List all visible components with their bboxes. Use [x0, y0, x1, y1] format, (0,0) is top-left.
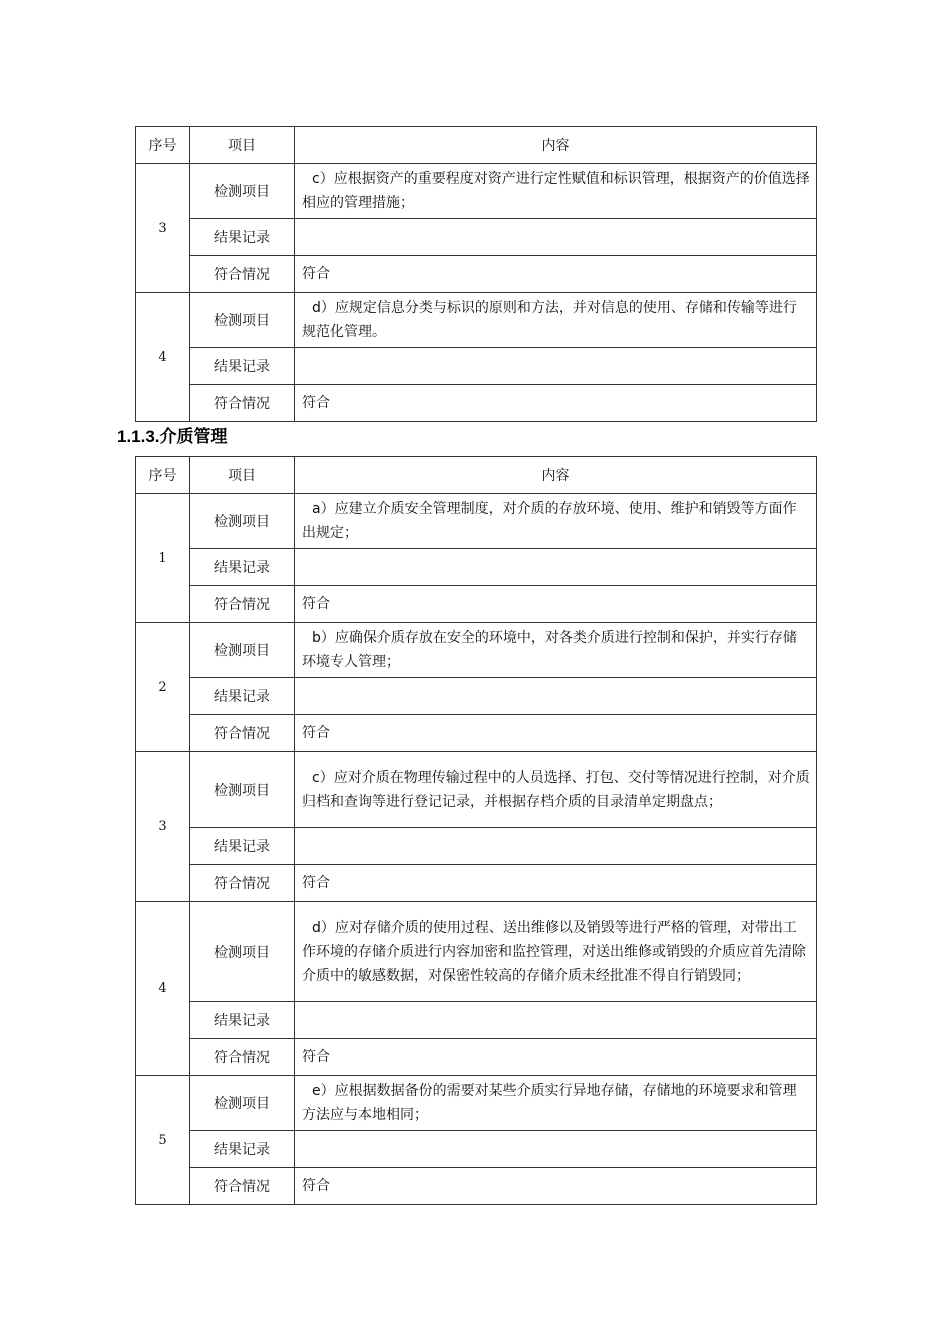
row-label: 符合情况: [190, 256, 295, 293]
row-label: 符合情况: [190, 1039, 295, 1076]
row-label: 结果记录: [190, 549, 295, 586]
seq-number: 5: [136, 1076, 190, 1205]
header-content: 内容: [295, 127, 817, 164]
check-content: c）应对介质在物理传输过程中的人员选择、打包、交付等情况进行控制，对介质归档和查询等进行登记记录，并根据存档介质的目录清单定期盘点；: [295, 752, 817, 828]
seq-number: 4: [136, 293, 190, 422]
row-label: 检测项目: [190, 752, 295, 828]
seq-number: 3: [136, 752, 190, 902]
check-content: d）应规定信息分类与标识的原则和方法，并对信息的使用、存储和传输等进行规范化管理。: [295, 293, 817, 348]
check-content: b）应确保介质存放在安全的环境中，对各类介质进行控制和保护，并实行存储环境专人管理；: [295, 623, 817, 678]
row-label: 结果记录: [190, 1002, 295, 1039]
compliance-status: 符合: [295, 385, 817, 422]
table-row: [136, 623, 817, 678]
header-content: 内容: [295, 457, 817, 494]
compliance-status: 符合: [295, 865, 817, 902]
table-row: [136, 385, 817, 422]
table-row: [136, 494, 817, 549]
table-row: [136, 828, 817, 865]
seq-number: 2: [136, 623, 190, 752]
row-label: 结果记录: [190, 678, 295, 715]
result-record: [295, 219, 817, 256]
result-record: [295, 549, 817, 586]
table-row: [136, 1039, 817, 1076]
row-label: 符合情况: [190, 1168, 295, 1205]
table-row: [136, 1131, 817, 1168]
table-row: [136, 348, 817, 385]
table-row: [136, 1168, 817, 1205]
check-content: a）应建立介质安全管理制度，对介质的存放环境、使用、维护和销毁等方面作出规定；: [295, 494, 817, 549]
table-row: [136, 293, 817, 348]
result-record: [295, 828, 817, 865]
table-header-row: [136, 457, 817, 494]
table-row: [136, 865, 817, 902]
section-heading: 1.1.3.介质管理: [117, 427, 228, 446]
header-seq: 序号: [136, 457, 190, 494]
seq-number: 1: [136, 494, 190, 623]
table-row: [136, 752, 817, 828]
table-header-row: [136, 127, 817, 164]
header-item: 项目: [190, 457, 295, 494]
table-row: [136, 1076, 817, 1131]
result-record: [295, 348, 817, 385]
table-row: [136, 1002, 817, 1039]
table-row: [136, 678, 817, 715]
table-row: [136, 586, 817, 623]
table-row: [136, 902, 817, 1002]
table-row: [136, 549, 817, 586]
seq-number: 3: [136, 164, 190, 293]
row-label: 符合情况: [190, 385, 295, 422]
row-label: 结果记录: [190, 219, 295, 256]
asset-check-table: [135, 126, 817, 422]
compliance-status: 符合: [295, 586, 817, 623]
row-label: 检测项目: [190, 293, 295, 348]
compliance-status: 符合: [295, 1039, 817, 1076]
result-record: [295, 1002, 817, 1039]
table-row: [136, 219, 817, 256]
seq-number: 4: [136, 902, 190, 1076]
row-label: 结果记录: [190, 1131, 295, 1168]
row-label: 检测项目: [190, 494, 295, 549]
row-label: 符合情况: [190, 715, 295, 752]
compliance-status: 符合: [295, 256, 817, 293]
header-seq: 序号: [136, 127, 190, 164]
row-label: 检测项目: [190, 1076, 295, 1131]
table-row: [136, 715, 817, 752]
header-item: 项目: [190, 127, 295, 164]
check-content: e）应根据数据备份的需要对某些介质实行异地存储，存储地的环境要求和管理方法应与本地相同；: [295, 1076, 817, 1131]
result-record: [295, 678, 817, 715]
row-label: 符合情况: [190, 586, 295, 623]
row-label: 检测项目: [190, 902, 295, 1002]
row-label: 符合情况: [190, 865, 295, 902]
row-label: 结果记录: [190, 828, 295, 865]
table-row: [136, 256, 817, 293]
row-label: 结果记录: [190, 348, 295, 385]
media-management-table: [135, 456, 817, 1205]
compliance-status: 符合: [295, 715, 817, 752]
check-content: d）应对存储介质的使用过程、送出维修以及销毁等进行严格的管理，对带出工作环境的存储介质进行内容加密和监控管理，对送出维修或销毁的介质应首先清除介质中的敏感数据，对保密性较高的存储介质未经批准不得自行销毁同；: [295, 902, 817, 1002]
check-content: c）应根据资产的重要程度对资产进行定性赋值和标识管理，根据资产的价值选择相应的管理措施；: [295, 164, 817, 219]
row-label: 检测项目: [190, 623, 295, 678]
table-row: [136, 164, 817, 219]
row-label: 检测项目: [190, 164, 295, 219]
compliance-status: 符合: [295, 1168, 817, 1205]
result-record: [295, 1131, 817, 1168]
